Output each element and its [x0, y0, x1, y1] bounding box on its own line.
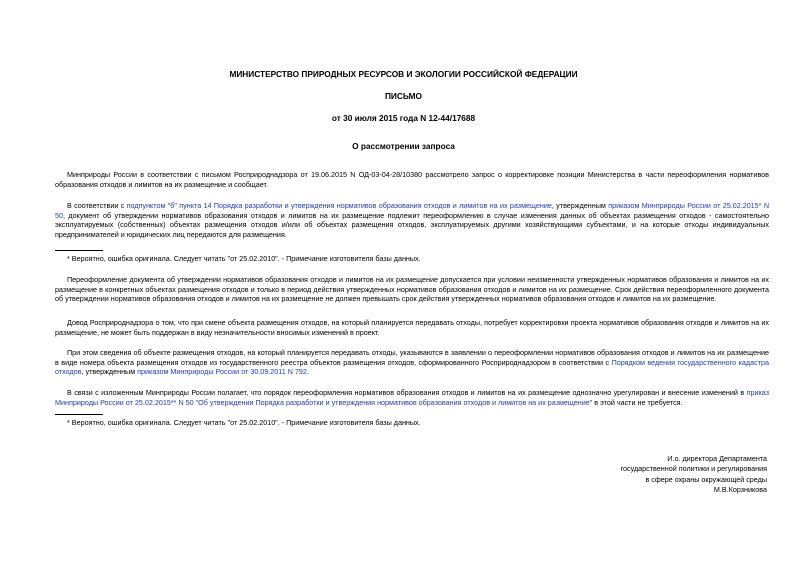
paragraph-2-text-3: , документ об утверждении нормативов образования отходов и лимитов на их размещение подлежит переоформлению в случае изменения данных об объектах размещения отходов - самостоятельно эксплуатируемых (собственных) объектах размещения отходов и/или об объектах размещения отходов, эксплуатируемых другими хозяйствующими субъектами, и на которые отходы индивидуальных предпринимателей и юридических лиц передаются для размещения. [55, 210, 769, 239]
paragraph-6 [55, 388, 769, 407]
signature-name: М.В.Корзникова [713, 485, 767, 495]
paragraph-5-text-3: . [306, 367, 309, 376]
signature-line-3: в сфере охраны окружающей среды [645, 474, 767, 484]
link-order-50-full[interactable]: приказ Минприроды России от 25.02.2015** N 50 "Об утверждении Порядка разработки и утверждения нормативов образования отходов и лимитов на их размещение" [55, 388, 769, 407]
footnote-2: * Вероятно, ошибка оригинала. Следует читать "от 25.02.2010". - Примечание изготовителя базы данных. [67, 418, 421, 427]
signature-block [527, 454, 767, 496]
paragraph-6-text-1: В связи с изложенным Минприроды России полагает, что порядок переоформления нормативов образования отходов и лимитов на их размещение однозначно урегулирован и внесение изменений в [67, 388, 747, 397]
paragraph-2 [55, 201, 769, 239]
footnote-divider-2 [55, 414, 103, 415]
document-subject: О рассмотрении запроса [352, 141, 455, 151]
paragraph-5-text-1: При этом сведения об объекте размещения отходов, на который планируется передавать отходы, указываются в заявлении о переоформлении нормативов образования отходов и лимитов на их размещение в виде номера объекта размещения отходов из государственного реестра объектов размещения отходов, сформированного Росприроднадзором в соответствии с [55, 348, 769, 367]
signature-line-1: И.о. директора Департамента [667, 454, 767, 463]
paragraph-3: Переоформление документа об утверждении нормативов образования отходов и лимитов на их размещение допускается при условии неизменности утвержденных нормативов образования и лимитов на их размещение в конкретных объектах размещения отходов и только в период действия утвержденных нормативов образования отходов и лимитов на их размещение. Срок действия переоформленного документа об утверждении нормативов образования отходов и лимитов на их размещение не должен превышать срок действия утвержденных нормативов образования отходов и лимитов на их размещение. [55, 275, 769, 303]
link-subparagraph-14[interactable]: подпунктом "б" пункта 14 Порядка разработки и утверждения нормативов образования отходов и лимитов на их размещение [126, 201, 552, 210]
link-order-792[interactable]: приказом Минприроды России от 30.09.2011 N 792 [137, 367, 307, 376]
footnote-divider [55, 250, 103, 251]
paragraph-4: Довод Росприроднадзора о том, что при смене объекта размещения отходов, на который планируется передавать отходы, потребует корректировки проекта нормативов образования отходов и лимитов на их размещение, не может быть поддержан в виду незначительности вносимых изменений в проект. [55, 318, 769, 337]
paragraph-1: Минприроды России в соответствии с письмом Росприроднадзора от 19.06.2015 N ОД-03-04-28/10380 рассмотрело запрос о корректировке позиции Министерства в части переоформления нормативов образования отходов и лимитов на их размещение и сообщает. [55, 170, 769, 189]
paragraph-6-text-2: в этой части не требуется. [592, 397, 683, 407]
document-type: ПИСЬМО [384, 91, 423, 101]
document-date-number: от 30 июля 2015 года N 12-44/17688 [331, 113, 476, 123]
paragraph-2-text-2: , утвержденным [551, 201, 609, 210]
link-order-50[interactable]: приказом Минприроды России от 25.02.2015* N 50 [55, 201, 770, 220]
link-cadastre-procedure[interactable]: Порядком ведения государственного кадастра отходов [55, 357, 769, 376]
signature-line-2: государственной политики и регулирования [620, 464, 767, 474]
paragraph-2-text-1: В соответствии с [67, 201, 127, 210]
paragraph-5-text-2: , утвержденным [81, 367, 138, 376]
paragraph-5 [55, 348, 769, 377]
ministry-title: МИНИСТЕРСТВО ПРИРОДНЫХ РЕСУРСОВ И ЭКОЛОГИИ РОССИЙСКОЙ ФЕДЕРАЦИИ [229, 69, 578, 79]
footnote-1: * Вероятно, ошибка оригинала. Следует читать "от 25.02.2010". - Примечание изготовителя базы данных. [67, 254, 421, 263]
